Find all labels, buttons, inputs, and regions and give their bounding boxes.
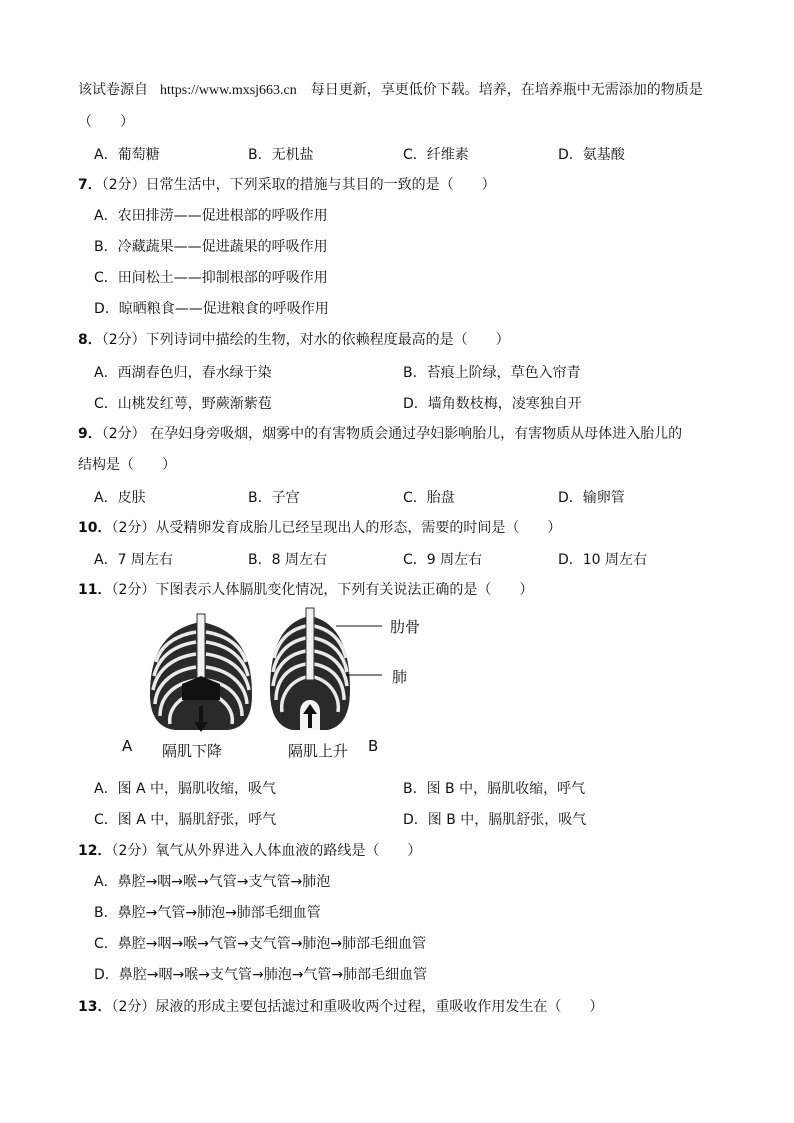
q10-option-a: A．7 周左右 [94, 552, 173, 568]
q8-option-a: A．西湖春色归，春水绿于染 [94, 365, 272, 381]
q9-option-d: D．输卵管 [558, 490, 625, 506]
q6-option-c: C．纤维素 [403, 147, 469, 163]
caption-b: 隔肌上升 [288, 742, 349, 760]
q7-option-d: D．晾晒粮食——促进粮食的呼吸作用 [94, 301, 329, 317]
q6-option-d: D．氨基酸 [558, 147, 625, 163]
q10-option-d: D．10 周左右 [558, 552, 648, 568]
q8-option-d: D．墙角数枝梅，凌寒独自开 [403, 396, 582, 412]
q13-text: （2分）尿液的形成主要包括滤过和重吸收两个过程，重吸收作用发生在（ ） [111, 999, 604, 1015]
q7-text: （2分）日常生活中，下列采取的措施与其目的一致的是（ ） [101, 177, 496, 193]
header-prefix: 该试卷源自 [78, 82, 148, 98]
q9-number: 9． [78, 426, 102, 442]
q9-stem-continued: 结构是（ ） [78, 457, 176, 473]
q6-option-b: B．无机盐 [248, 147, 314, 163]
q12-option-a: A．鼻腔→咽→喉→气管→支气管→肺泡 [94, 874, 331, 890]
q12-option-d: D．鼻腔→咽→喉→支气管→肺泡→气管→肺部毛细血管 [94, 967, 428, 983]
q11-option-b: B．图 B 中，膈肌收缩，呼气 [403, 781, 586, 797]
q11-option-a: A．图 A 中，膈肌收缩，吸气 [94, 781, 277, 797]
q12-stem [78, 841, 421, 861]
label-b: B [368, 737, 379, 755]
q12-text: （2分）氧气从外界进入人体血液的路线是（ ） [111, 843, 422, 859]
q11-option-d: D．图 B 中，膈肌舒张，吸气 [403, 812, 587, 828]
q6-answer-paren: （ ） [78, 114, 134, 130]
q8-option-c: C．山桃发红萼，野蕨渐紫苞 [94, 396, 272, 412]
q10-option-b: B．8 周左右 [248, 552, 327, 568]
q12-option-b: B．鼻腔→气管→肺泡→肺部毛细血管 [94, 905, 321, 921]
q10-number: 10． [78, 520, 112, 536]
q10-text: （2分）从受精卵发育成胎儿已经呈现出人的形态，需要的时间是（ ） [111, 520, 562, 536]
q6-stem-tail: 每日更新，享更低价下载。培养，在培养瓶中无需添加的物质是 [310, 82, 703, 98]
rib-cage-a [150, 614, 252, 732]
q8-option-b: B．苔痕上阶绿，草色入帘青 [403, 365, 581, 381]
q11-number: 11． [78, 582, 112, 598]
q9-text: （2分） 在孕妇身旁吸烟，烟雾中的有害物质会通过孕妇影响胎儿，有害物质从母体进入胎儿的 [101, 426, 683, 442]
q9-option-a: A．皮肤 [94, 490, 146, 506]
q7-number: 7． [78, 177, 102, 193]
label-a: A [122, 737, 133, 755]
q12-number: 12． [78, 843, 112, 859]
q9-option-c: C．胎盘 [403, 490, 455, 506]
q13-stem [78, 997, 603, 1017]
q7-option-a: A．农田排涝——促进根部的呼吸作用 [94, 208, 328, 224]
q7-option-c: C．田间松土——抑制根部的呼吸作用 [94, 270, 328, 286]
source-url[interactable]: https://www.mxsj663.cn [160, 83, 297, 98]
q13-number: 13． [78, 999, 112, 1015]
label-rib: 肋骨 [390, 618, 421, 636]
caption-a: 隔肌下降 [162, 742, 223, 760]
q11-option-c: C．图 A 中，膈肌舒张，呼气 [94, 812, 277, 828]
q11-text: （2分）下图表示人体膈肌变化情况，下列有关说法正确的是（ ） [111, 582, 534, 598]
q8-text: （2分）下列诗词中描绘的生物，对水的依赖程度最高的是（ ） [101, 332, 510, 348]
q9-option-b: B．子宫 [248, 490, 300, 506]
q12-option-c: C．鼻腔→咽→喉→气管→支气管→肺泡→肺部毛细血管 [94, 936, 427, 952]
q6-option-a: A．葡萄糖 [94, 147, 160, 163]
q10-option-c: C．9 周左右 [403, 552, 483, 568]
q7-option-b: B．冷藏蔬果——促进蔬果的呼吸作用 [94, 239, 328, 255]
label-lung: 肺 [392, 668, 408, 686]
q8-number: 8． [78, 332, 102, 348]
